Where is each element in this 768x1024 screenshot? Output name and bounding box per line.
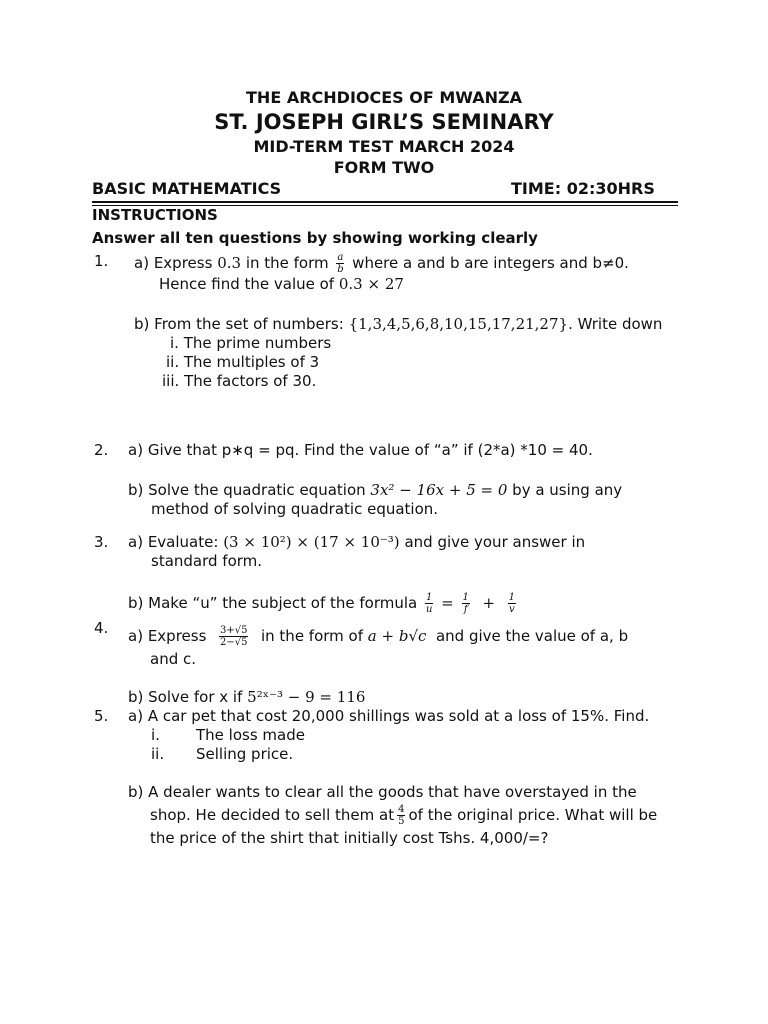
q1a-text: in the form (245, 254, 329, 272)
q3b-line (128, 592, 519, 615)
denominator: v (508, 604, 515, 615)
q5b-text: shop. He decided to sell them at (150, 806, 395, 824)
q4a-text: in the form of (260, 627, 364, 645)
plus-sign: + (482, 594, 496, 612)
q4a-text: Express (147, 627, 207, 645)
fraction-a-over-b (336, 252, 344, 275)
header-diocese: THE ARCHDIOCES OF MWANZA (246, 88, 522, 107)
item-text: The multiples of 3 (183, 353, 320, 371)
q4a-line2: and c. (150, 650, 197, 668)
part-label: a) (128, 627, 144, 645)
numerator: 1 (462, 592, 469, 603)
q2b-line2: method of solving quadratic equation. (151, 500, 439, 518)
q5b-line3: the price of the shirt that initially cost Tshs. 4,000/=? (150, 829, 549, 847)
q5b-text: of the original price. What will be (408, 806, 658, 824)
subject-title: BASIC MATHEMATICS (92, 179, 282, 198)
header-divider-thick (92, 201, 678, 203)
q4b-text: Solve for x if (148, 688, 243, 706)
part-label: a) (128, 441, 144, 459)
item-text: The prime numbers (183, 334, 332, 352)
numerator: 3+√5 (219, 625, 248, 636)
q1a-text: where a and b are integers and b≠0. (352, 254, 629, 272)
part-label: b) (128, 594, 144, 612)
q5a-line (128, 707, 649, 725)
q2b-text: by a using any (512, 481, 623, 499)
q2b-text: Solve the quadratic equation (148, 481, 366, 499)
denominator: f (463, 604, 468, 615)
part-label: b) (134, 315, 150, 333)
q3a-text: and give your answer in (404, 533, 586, 551)
list-item-text: The loss made (196, 726, 305, 744)
item-number: i. (151, 726, 160, 744)
denominator: 2−√5 (219, 637, 248, 648)
q4a-line1 (128, 625, 628, 648)
fraction-1-over-f (462, 592, 470, 615)
equals-sign: = (441, 594, 454, 612)
q5b-line2 (150, 804, 657, 827)
part-label: a) (128, 533, 144, 551)
surd-form: a + b√c (367, 627, 427, 645)
numerator: 4 (398, 804, 405, 815)
exponential-equation: 5²ˣ⁻³ − 9 = 116 (247, 688, 366, 706)
part-label: b) (128, 688, 144, 706)
fraction-four-fifths (397, 804, 405, 827)
q5b-text: A dealer wants to clear all the goods that have overstayed in the (148, 783, 637, 801)
numerator: 1 (508, 592, 515, 603)
q2a-line (128, 441, 593, 459)
q1b-line1 (134, 315, 662, 333)
item-number: ii. (151, 745, 165, 763)
q5b-line1 (128, 783, 637, 801)
q2b-line1 (128, 481, 622, 499)
q1a-line2 (159, 275, 404, 293)
quadratic-equation: 3x² − 16x + 5 = 0 (370, 481, 508, 499)
q3a-line2: standard form. (151, 552, 263, 570)
item-text: The factors of 30. (184, 372, 317, 390)
q1a-text: Hence find the value of (159, 275, 335, 293)
item-number: ii. (166, 353, 180, 371)
q1b-text: . Write down (568, 315, 663, 333)
question-number: 4. (94, 619, 109, 637)
header-test: MID-TERM TEST MARCH 2024 (253, 137, 515, 156)
q3a-line1 (128, 533, 585, 551)
part-label: b) (128, 783, 144, 801)
fraction-1-over-v (508, 592, 516, 615)
number-set: {1,3,4,5,6,8,10,15,17,21,27} (348, 315, 569, 333)
time-allowed: TIME: 02:30HRS (511, 179, 655, 198)
item-number: i. (170, 334, 179, 352)
numerator: 1 (426, 592, 433, 603)
question-number: 1. (94, 252, 109, 270)
denominator: u (425, 604, 433, 615)
q4a-text: and give the value of a, b (435, 627, 629, 645)
q4b-line (128, 688, 365, 706)
question-number: 3. (94, 533, 109, 551)
q5a-text: A car pet that cost 20,000 shillings was sold at a loss of 15%. Find. (147, 707, 650, 725)
part-label: a) (134, 254, 150, 272)
instructions-text: Answer all ten questions by showing working clearly (92, 229, 538, 247)
q3a-text: Evaluate: (147, 533, 219, 551)
list-item (151, 745, 164, 763)
recurring-decimal: 0.3 (217, 254, 242, 272)
list-item-text: Selling price. (196, 745, 294, 763)
question-number: 2. (94, 441, 109, 459)
header-form: FORM TWO (333, 158, 435, 177)
q1b-text: From the set of numbers: (154, 315, 344, 333)
part-label: b) (128, 481, 144, 499)
q3b-text: Make “u” the subject of the formula (148, 594, 418, 612)
denominator: b (337, 264, 344, 275)
q1a-line1 (134, 252, 629, 275)
list-item (170, 334, 331, 352)
header-school: ST. JOSEPH GIRL’S SEMINARY (214, 110, 554, 134)
part-label: a) (128, 707, 144, 725)
fraction-1-over-u (425, 592, 433, 615)
q2a-text: Give that p∗q = pq. Find the value of “a” if (2*a) *10 = 40. (147, 441, 593, 459)
instructions-title: INSTRUCTIONS (92, 206, 218, 224)
item-number: iii. (162, 372, 180, 390)
list-item (162, 372, 316, 390)
q1a-expression: 0.3 × 27 (338, 275, 404, 293)
numerator: a (337, 252, 344, 263)
denominator: 5 (398, 816, 405, 827)
q1a-text: Express (153, 254, 213, 272)
question-number: 5. (94, 707, 109, 725)
surd-fraction (219, 625, 248, 648)
list-item (166, 353, 319, 371)
q3a-expression: (3 × 10²) × (17 × 10⁻³) (223, 533, 400, 551)
list-item (151, 726, 160, 744)
